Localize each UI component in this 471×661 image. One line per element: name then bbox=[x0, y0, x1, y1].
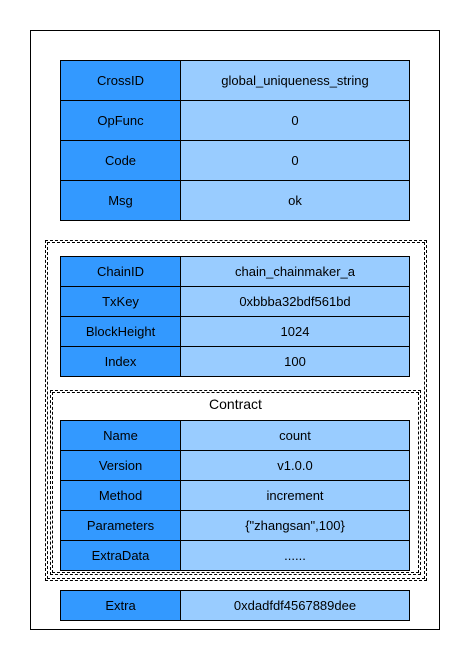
extradata-value: ...... bbox=[180, 540, 410, 571]
code-key: Code bbox=[60, 140, 181, 181]
tx-table bbox=[60, 256, 410, 377]
msg-key: Msg bbox=[60, 180, 181, 221]
opfunc-value: 0 bbox=[180, 100, 410, 141]
index-value: 100 bbox=[180, 346, 410, 377]
parameters-key: Parameters bbox=[60, 510, 181, 541]
index-key: Index bbox=[60, 346, 181, 377]
chainid-value: chain_chainmaker_a bbox=[180, 256, 410, 287]
extra-value: 0xdadfdf4567889dee bbox=[180, 590, 410, 621]
blockheight-key: BlockHeight bbox=[60, 316, 181, 347]
table-row bbox=[60, 140, 410, 181]
table-row bbox=[60, 286, 410, 317]
version-value: v1.0.0 bbox=[180, 450, 410, 481]
table-row bbox=[60, 480, 410, 511]
txkey-key: TxKey bbox=[60, 286, 181, 317]
table-row bbox=[60, 450, 410, 481]
msg-value: ok bbox=[180, 180, 410, 221]
table-row bbox=[60, 100, 410, 141]
name-key: Name bbox=[60, 420, 181, 451]
table-row bbox=[60, 346, 410, 377]
parameters-value: {"zhangsan",100} bbox=[180, 510, 410, 541]
table-row bbox=[60, 60, 410, 101]
header-table bbox=[60, 60, 410, 221]
extra-key: Extra bbox=[60, 590, 181, 621]
version-key: Version bbox=[60, 450, 181, 481]
name-value: count bbox=[180, 420, 410, 451]
method-value: increment bbox=[180, 480, 410, 511]
contract-table bbox=[60, 420, 410, 571]
table-row bbox=[60, 256, 410, 287]
txkey-value: 0xbbba32bdf561bd bbox=[180, 286, 410, 317]
table-row bbox=[60, 420, 410, 451]
table-row bbox=[60, 510, 410, 541]
table-row bbox=[60, 540, 410, 571]
method-key: Method bbox=[60, 480, 181, 511]
extra-table bbox=[60, 590, 410, 621]
crossid-key: CrossID bbox=[60, 60, 181, 101]
crossid-value: global_uniqueness_string bbox=[180, 60, 410, 101]
extradata-key: ExtraData bbox=[60, 540, 181, 571]
contract-title: Contract bbox=[209, 396, 262, 412]
table-row bbox=[60, 316, 410, 347]
table-row bbox=[60, 590, 410, 621]
opfunc-key: OpFunc bbox=[60, 100, 181, 141]
chainid-key: ChainID bbox=[60, 256, 181, 287]
code-value: 0 bbox=[180, 140, 410, 181]
table-row bbox=[60, 180, 410, 221]
blockheight-value: 1024 bbox=[180, 316, 410, 347]
